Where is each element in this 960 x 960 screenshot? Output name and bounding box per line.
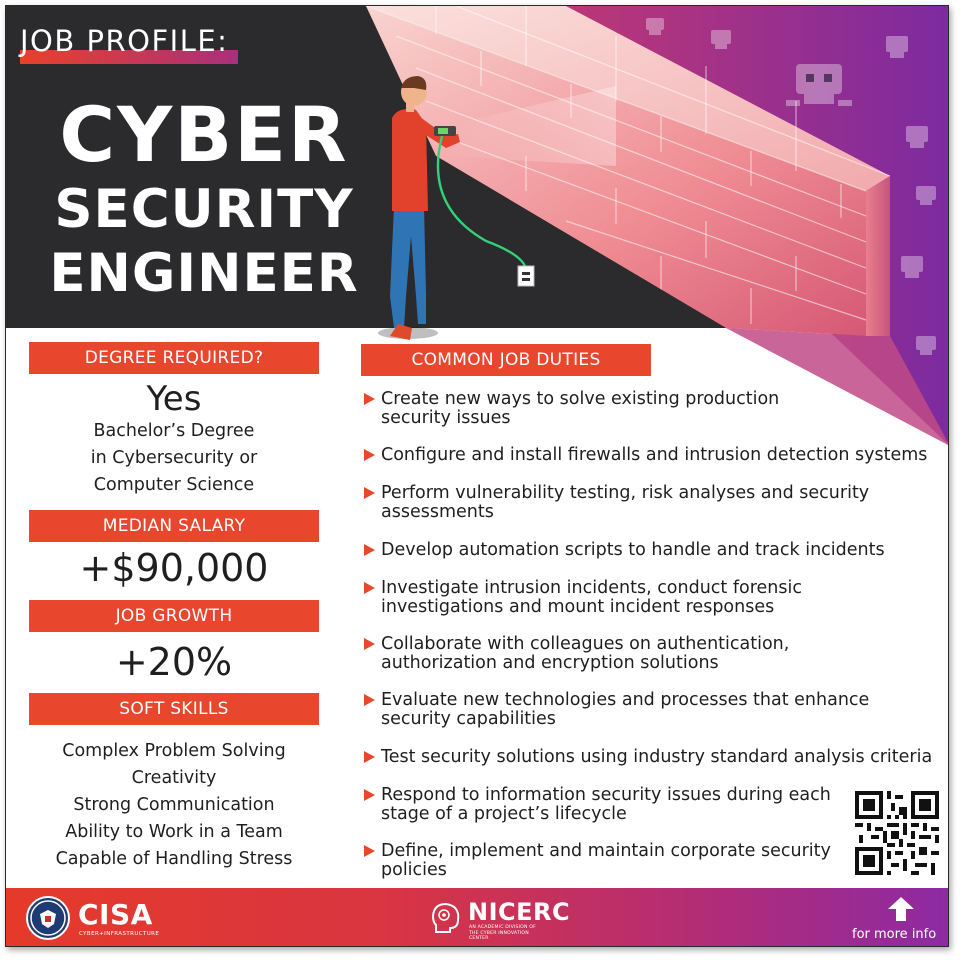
triangle-bullet-icon	[364, 789, 375, 801]
degree-answer: Yes	[146, 379, 202, 419]
soft-skill-item: Strong Communication	[73, 795, 275, 815]
soft-skills-header: SOFT SKILLS	[29, 693, 319, 725]
degree-header: DEGREE REQUIRED?	[29, 342, 319, 374]
infographic-frame	[5, 5, 949, 947]
nicerc-logo: NICERC	[468, 898, 571, 926]
duty-item: Collaborate with colleagues on authentication, authorization and encryption solutions	[361, 635, 941, 673]
triangle-bullet-icon	[364, 751, 375, 763]
duty-item: Configure and install firewalls and intrusion detection systems	[361, 446, 941, 465]
duty-item: Define, implement and maintain corporate security policies	[361, 842, 841, 880]
duty-item: Develop automation scripts to handle and track incidents	[361, 541, 941, 560]
duty-item: Evaluate new technologies and processes that enhance security capabilities	[361, 691, 941, 729]
triangle-bullet-icon	[364, 449, 375, 461]
duty-item: Investigate intrusion incidents, conduct forensic investigations and mount incident responses	[361, 579, 941, 617]
growth-header: JOB GROWTH	[29, 600, 319, 632]
soft-skill-item: Complex Problem Solving	[62, 741, 286, 761]
triangle-bullet-icon	[364, 582, 375, 594]
triangle-bullet-icon	[364, 638, 375, 650]
triangle-bullet-icon	[364, 393, 375, 405]
duty-item: Respond to information security issues during each stage of a project’s lifecycle	[361, 786, 841, 824]
arrow-up-icon[interactable]	[887, 897, 915, 921]
title-line-3: ENGINEER	[49, 243, 359, 304]
job-profile-label: JOB PROFILE:	[20, 24, 229, 58]
soft-skill-item: Ability to Work in a Team	[65, 822, 283, 842]
title-line-2: SECURITY	[54, 179, 354, 240]
cisa-logo: CISA	[78, 898, 153, 931]
cisa-subtitle: CYBER+INFRASTRUCTURE	[79, 931, 160, 937]
salary-value: +$90,000	[79, 546, 269, 590]
duty-item: Test security solutions using industry standard analysis criteria	[361, 748, 941, 767]
nicerc-subtitle: AN ACADEMIC DIVISION OF THE CYBER INNOVATION CENTER	[469, 925, 536, 941]
soft-skill-item: Creativity	[131, 768, 217, 788]
triangle-bullet-icon	[364, 694, 375, 706]
growth-value: +20%	[115, 640, 233, 684]
dhs-seal-icon	[26, 896, 70, 940]
more-info-link[interactable]: for more info	[852, 927, 937, 942]
degree-detail-1: Bachelor’s Degree	[93, 421, 255, 441]
footer-bar	[6, 888, 949, 947]
soft-skill-item: Capable of Handling Stress	[55, 849, 293, 869]
duties-header: COMMON JOB DUTIES	[361, 344, 651, 376]
duty-item: Perform vulnerability testing, risk analyses and security assessments	[361, 484, 941, 522]
degree-detail-2: in Cybersecurity or	[90, 448, 258, 468]
nicerc-head-icon	[426, 900, 466, 936]
duty-item: Create new ways to solve existing production security issues	[361, 390, 941, 428]
title-line-1: CYBER	[59, 90, 349, 179]
triangle-bullet-icon	[364, 487, 375, 499]
salary-header: MEDIAN SALARY	[29, 510, 319, 542]
triangle-bullet-icon	[364, 845, 375, 857]
qr-code-icon[interactable]	[855, 791, 939, 875]
page-title	[44, 92, 364, 306]
triangle-bullet-icon	[364, 544, 375, 556]
job-profile-kicker	[20, 24, 228, 58]
degree-detail-3: Computer Science	[93, 475, 255, 495]
